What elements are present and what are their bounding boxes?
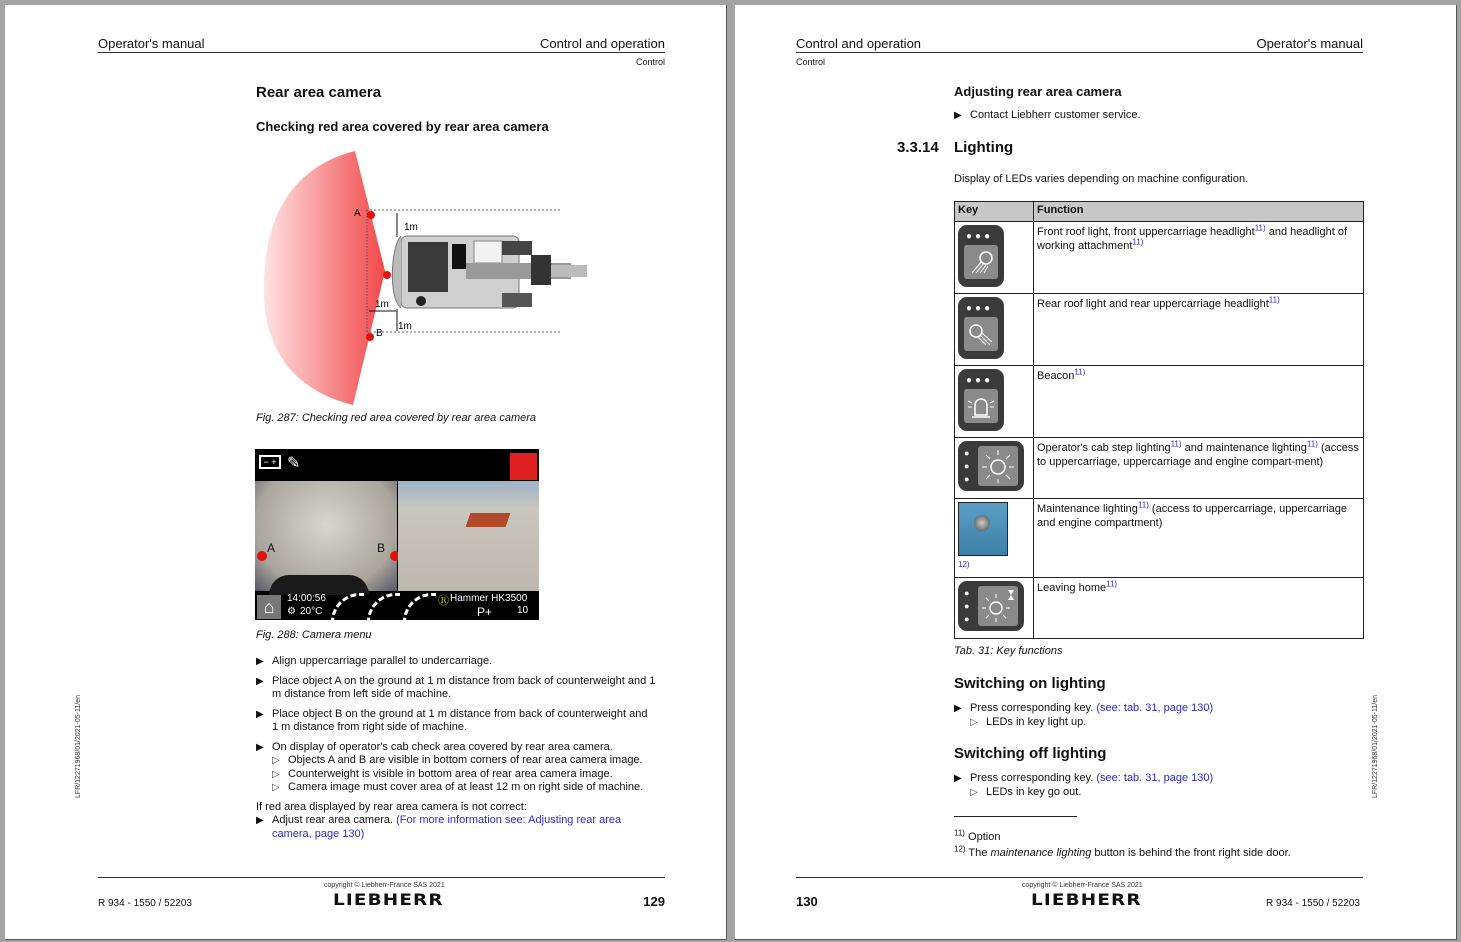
page-130: [735, 5, 1457, 940]
footnotes: [954, 828, 1374, 860]
header-left: Control and operation: [796, 36, 922, 51]
document-number: R 934 - 1550 / 52203: [98, 898, 192, 909]
footnote-rule: [954, 816, 1077, 817]
table-row: [955, 366, 1364, 438]
header-rule: [796, 52, 1363, 53]
header-rule: [98, 52, 665, 53]
switch-on-procedure: ▶ Press corresponding key. (see: tab. 31, page 130) ▷ LEDs in key light up.: [954, 702, 1354, 729]
condition-text: If red area displayed by rear area camera is not correct:: [256, 800, 527, 813]
temperature: 20°C: [300, 606, 323, 617]
switch-on-table-link[interactable]: (see: tab. 31, page 130): [1096, 702, 1214, 714]
figure-288-camera-menu-screen: [255, 449, 539, 620]
function-cab-step-lighting: Operator's cab step lighting$^{11)}$ and maintenance lighting$^{11)}$ (access to uppercarriage, uppercarriage and engine compart-ment): [1034, 438, 1364, 499]
svg-text:B: B: [376, 328, 383, 339]
switch-on-title: Switching on lighting: [954, 675, 1106, 692]
power-mode: P+: [477, 605, 493, 619]
svg-text:1m: 1m: [404, 222, 418, 233]
column-header-function: Function: [1034, 202, 1364, 222]
page-129: [5, 5, 727, 940]
marker-a: [257, 551, 267, 561]
rpm-level: 10: [517, 605, 529, 616]
adjust-camera-link[interactable]: (For more information see: Adjusting rear area camera, page 130): [272, 814, 622, 840]
footer-rule: [98, 877, 665, 878]
label-b: B: [377, 541, 386, 555]
gauge-temperature: [403, 593, 436, 622]
right-camera-view: [398, 481, 539, 591]
table-row: [955, 294, 1364, 366]
home-icon: ⌂: [263, 597, 275, 617]
table-row: [955, 578, 1364, 639]
footer-rule: [796, 877, 1363, 878]
table-row: [955, 438, 1364, 499]
home-button: [257, 595, 281, 619]
subsection-title: Checking red area covered by rear area camera: [256, 119, 549, 134]
cab-step-lighting-key-icon[interactable]: ● ● ●: [958, 441, 1024, 491]
svg-text:A: A: [354, 208, 361, 219]
step-4: ▶ On display of operator's cab check area covered by rear area camera.: [256, 741, 656, 755]
header-right: Operator's manual: [1256, 36, 1363, 51]
function-leaving-home: Leaving home$^{11)}$: [1034, 578, 1364, 639]
adjust-camera-title: Adjusting rear area camera: [954, 84, 1122, 99]
document-number: R 934 - 1550 / 52203: [1266, 898, 1360, 909]
step-2: ▶ Place object A on the ground at 1 m distance from back of counterweight and 1 m distance from left side of machine.: [256, 675, 656, 702]
section-title: Lighting: [954, 139, 1014, 156]
column-header-key: Key: [955, 202, 1034, 222]
function-rear-headlight: Rear roof light and rear uppercarriage headlight$^{11)}$: [1034, 294, 1364, 366]
clock: 14:00:56: [287, 593, 326, 604]
header-left: Operator's manual: [98, 36, 205, 51]
copyright: copyright © Liebherr-France SAS 2021: [324, 882, 445, 889]
table-caption: Tab. 31: Key functions: [954, 645, 1063, 657]
page-number: 130: [796, 894, 818, 909]
counterweight: [269, 575, 369, 595]
rear-headlight-key-icon[interactable]: ●●●: [958, 297, 1004, 359]
label-a: A: [267, 541, 276, 555]
svg-text:1m: 1m: [398, 321, 412, 332]
switch-on-result: ▷ LEDs in key light up.: [954, 716, 1354, 730]
switch-off-procedure: ▶ Press corresponding key. (see: tab. 31, page 130) ▷ LEDs in key go out.: [954, 772, 1354, 799]
r-icon: Ⓡ: [438, 595, 449, 607]
maintenance-lighting-button-photo: [958, 502, 1008, 556]
figure-287-coverage-diagram: [256, 151, 596, 411]
function-beacon: Beacon$^{11)}$: [1034, 366, 1364, 438]
switch-off-result: ▷ LEDs in key go out.: [954, 786, 1354, 800]
left-camera-view: [255, 481, 397, 591]
battery-icon: − +: [259, 455, 281, 469]
footnote-11: $^{11)}$ Option: [954, 828, 1001, 843]
header-right: Control and operation: [539, 36, 665, 51]
gauge-fuel: [331, 593, 364, 622]
figure-287-caption: Fig. 287: Checking red area covered by rear area camera: [256, 412, 537, 424]
intro-text: Display of LEDs varies depending on machine configuration.: [954, 173, 1249, 185]
camera-mode-button: [510, 453, 537, 480]
liebherr-logo: LIEBHERR: [1031, 890, 1142, 909]
pallet: [465, 513, 510, 527]
step-1: ▶ Align uppercarriage parallel to undercarriage.: [256, 655, 656, 669]
document-code: LFR/12271968/01/2021-05-11/en: [75, 694, 82, 798]
gauge-adblue: [367, 593, 400, 622]
result-2: ▷ Counterweight is visible in bottom area of rear area camera image.: [256, 768, 656, 782]
copyright: copyright © Liebherr-France SAS 2021: [1022, 882, 1143, 889]
key-functions-table: [954, 201, 1364, 639]
footnote-ref-12: 12): [958, 560, 970, 569]
step-3: ▶ Place object B on the ground at 1 m distance from back of counterweight and 1 m distance from right side of machine.: [256, 708, 656, 735]
section-title: Rear area camera: [256, 84, 382, 101]
wrench-icon: ✎: [287, 455, 301, 472]
beacon-key-icon[interactable]: ●●●: [958, 369, 1004, 431]
result-1: ▷ Objects A and B are visible in bottom corners of rear area camera image.: [256, 754, 656, 768]
document-code: LFR/12271968/01/2021-05-11/en: [1372, 694, 1379, 798]
gear-icon: ⚙: [287, 606, 296, 617]
leaving-home-key-icon[interactable]: ● ● ●: [958, 581, 1024, 631]
section-number: 3.3.14: [897, 139, 939, 156]
switch-off-table-link[interactable]: (see: tab. 31, page 130): [1096, 772, 1214, 784]
header-subsection: Control: [635, 57, 665, 67]
header-subsection: Control: [796, 57, 826, 67]
procedure-list: [256, 655, 656, 841]
table-row: [955, 222, 1364, 294]
figure-288-caption: Fig. 288: Camera menu: [256, 629, 372, 641]
attachment-name: Hammer HK3500: [450, 593, 528, 604]
footnote-12: $^{12)}$ The maintenance lighting button is behind the front right side door.: [954, 843, 1291, 859]
liebherr-logo: LIEBHERR: [333, 890, 444, 909]
step-adjust: ▶ Adjust rear area camera. (For more information see: Adjusting rear area camera, page 130): [256, 814, 656, 841]
switch-off-title: Switching off lighting: [954, 745, 1107, 762]
function-maintenance-lighting: Maintenance lighting$^{11)}$ (access to uppercarriage, uppercarriage and engine compartment): [1034, 499, 1364, 578]
svg-text:1m: 1m: [375, 299, 389, 310]
page-number: 129: [643, 894, 665, 909]
function-front-headlight: Front roof light, front uppercarriage headlight$^{11)}$ and headlight of working attachment$^{11)}$: [1034, 222, 1364, 294]
table-row: [955, 499, 1364, 578]
front-headlight-key-icon[interactable]: ●●●: [958, 225, 1004, 287]
result-3: ▷ Camera image must cover area of at least 12 m on right side of machine.: [256, 781, 656, 795]
contact-service-step: ▶ Contact Liebherr customer service.: [954, 109, 1461, 123]
